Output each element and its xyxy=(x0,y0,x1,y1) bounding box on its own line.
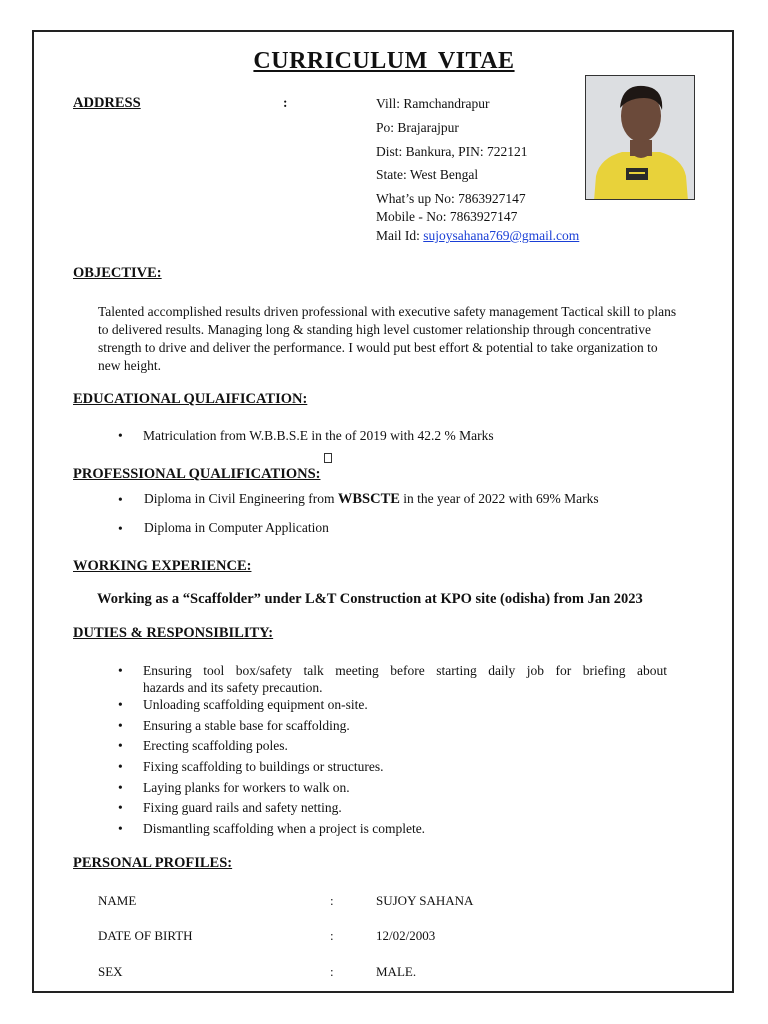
duty-item: Fixing scaffolding to buildings or structures. xyxy=(143,759,384,774)
personal-value-name: SUJOY SAHANA xyxy=(376,893,474,908)
bullet: • xyxy=(118,492,123,507)
duty-item: Laying planks for workers to walk on. xyxy=(143,780,350,795)
bullet: • xyxy=(118,697,123,712)
objective-heading: OBJECTIVE: xyxy=(73,265,162,281)
bullet: • xyxy=(118,759,123,774)
mail-row xyxy=(376,228,579,244)
duties-heading: DUTIES & RESPONSIBILITY: xyxy=(73,625,274,641)
duty-item: Fixing guard rails and safety netting. xyxy=(143,800,342,815)
personal-label-dob: DATE OF BIRTH xyxy=(98,928,193,943)
personal-colon: : xyxy=(330,893,334,908)
objective-text: Talented accomplished results driven professional with executive safety management Tactical skill to plans to delivered results. Managing long & standing high level customer relationship through concentrative strength to drive and deliver the performance. I would put best effort & potential to take organization to new height. xyxy=(98,304,677,373)
address-heading: ADDRESS xyxy=(73,95,141,111)
bullet: • xyxy=(118,821,123,836)
personal-label-name: NAME xyxy=(98,893,137,908)
bullet: • xyxy=(118,780,123,795)
bullet: • xyxy=(118,521,123,536)
professional-item-diploma-computer: Diploma in Computer Application xyxy=(144,520,329,535)
personal-value-dob: 12/02/2003 xyxy=(376,928,436,943)
document-title: CURRICULUM VITAE xyxy=(253,48,515,74)
personal-value-sex: MALE. xyxy=(376,964,417,979)
address-colon: : xyxy=(283,95,288,110)
address-line: State: West Bengal xyxy=(376,167,479,182)
address-line: Po: Brajarajpur xyxy=(376,120,459,135)
profile-photo xyxy=(585,75,695,200)
person-portrait-icon xyxy=(586,76,695,200)
bullet: • xyxy=(118,800,123,815)
experience-heading: WORKING EXPERIENCE: xyxy=(73,558,252,574)
bullet: • xyxy=(118,718,123,733)
personal-colon: : xyxy=(330,928,334,943)
bullet: • xyxy=(118,663,123,678)
wbscte-text: WBSCTE xyxy=(337,491,400,507)
duty-item: Erecting scaffolding poles. xyxy=(143,738,288,753)
experience-text: Working as a “Scaffolder” under L&T Construction at KPO site (odisha) from Jan 2023 xyxy=(97,591,643,607)
mail-label: Mail Id: xyxy=(376,228,420,243)
education-item: Matriculation from W.B.B.S.E in the of 2019 with 42.2 % Marks xyxy=(143,428,494,443)
professional-item-text: in the year of 2022 with 69% Marks xyxy=(399,491,599,506)
duty-item: Ensuring tool box/safety talk meeting before starting daily job for briefing about xyxy=(143,663,667,678)
personal-label-sex: SEX xyxy=(98,964,123,979)
duty-item: Dismantling scaffolding when a project is complete. xyxy=(143,821,426,836)
bullet: • xyxy=(118,738,123,753)
professional-item-text: Diploma in Civil Engineering from xyxy=(144,491,338,506)
duty-item: Ensuring a stable base for scaffolding. xyxy=(143,718,350,733)
address-line: Vill: Ramchandrapur xyxy=(376,96,490,111)
mobile-number: Mobile - No: 7863927147 xyxy=(376,209,518,224)
address-line: Dist: Bankura, PIN: 722121 xyxy=(376,144,528,159)
duty-item-continuation: hazards and its safety precaution. xyxy=(143,680,323,695)
whatsapp-number: What’s up No: 7863927147 xyxy=(376,191,526,206)
duty-item: Unloading scaffolding equipment on-site. xyxy=(143,697,368,712)
stray-checkbox-icon xyxy=(324,453,332,463)
bullet: • xyxy=(118,428,123,443)
professional-item-diploma-civil xyxy=(144,491,599,508)
personal-colon: : xyxy=(330,964,334,979)
email-link[interactable]: sujoysahana769@gmail.com xyxy=(423,228,580,243)
personal-heading: PERSONAL PROFILES: xyxy=(73,855,233,871)
professional-heading: PROFESSIONAL QUALIFICATIONS: xyxy=(73,466,321,482)
education-heading: EDUCATIONAL QULAIFICATION: xyxy=(73,391,308,407)
